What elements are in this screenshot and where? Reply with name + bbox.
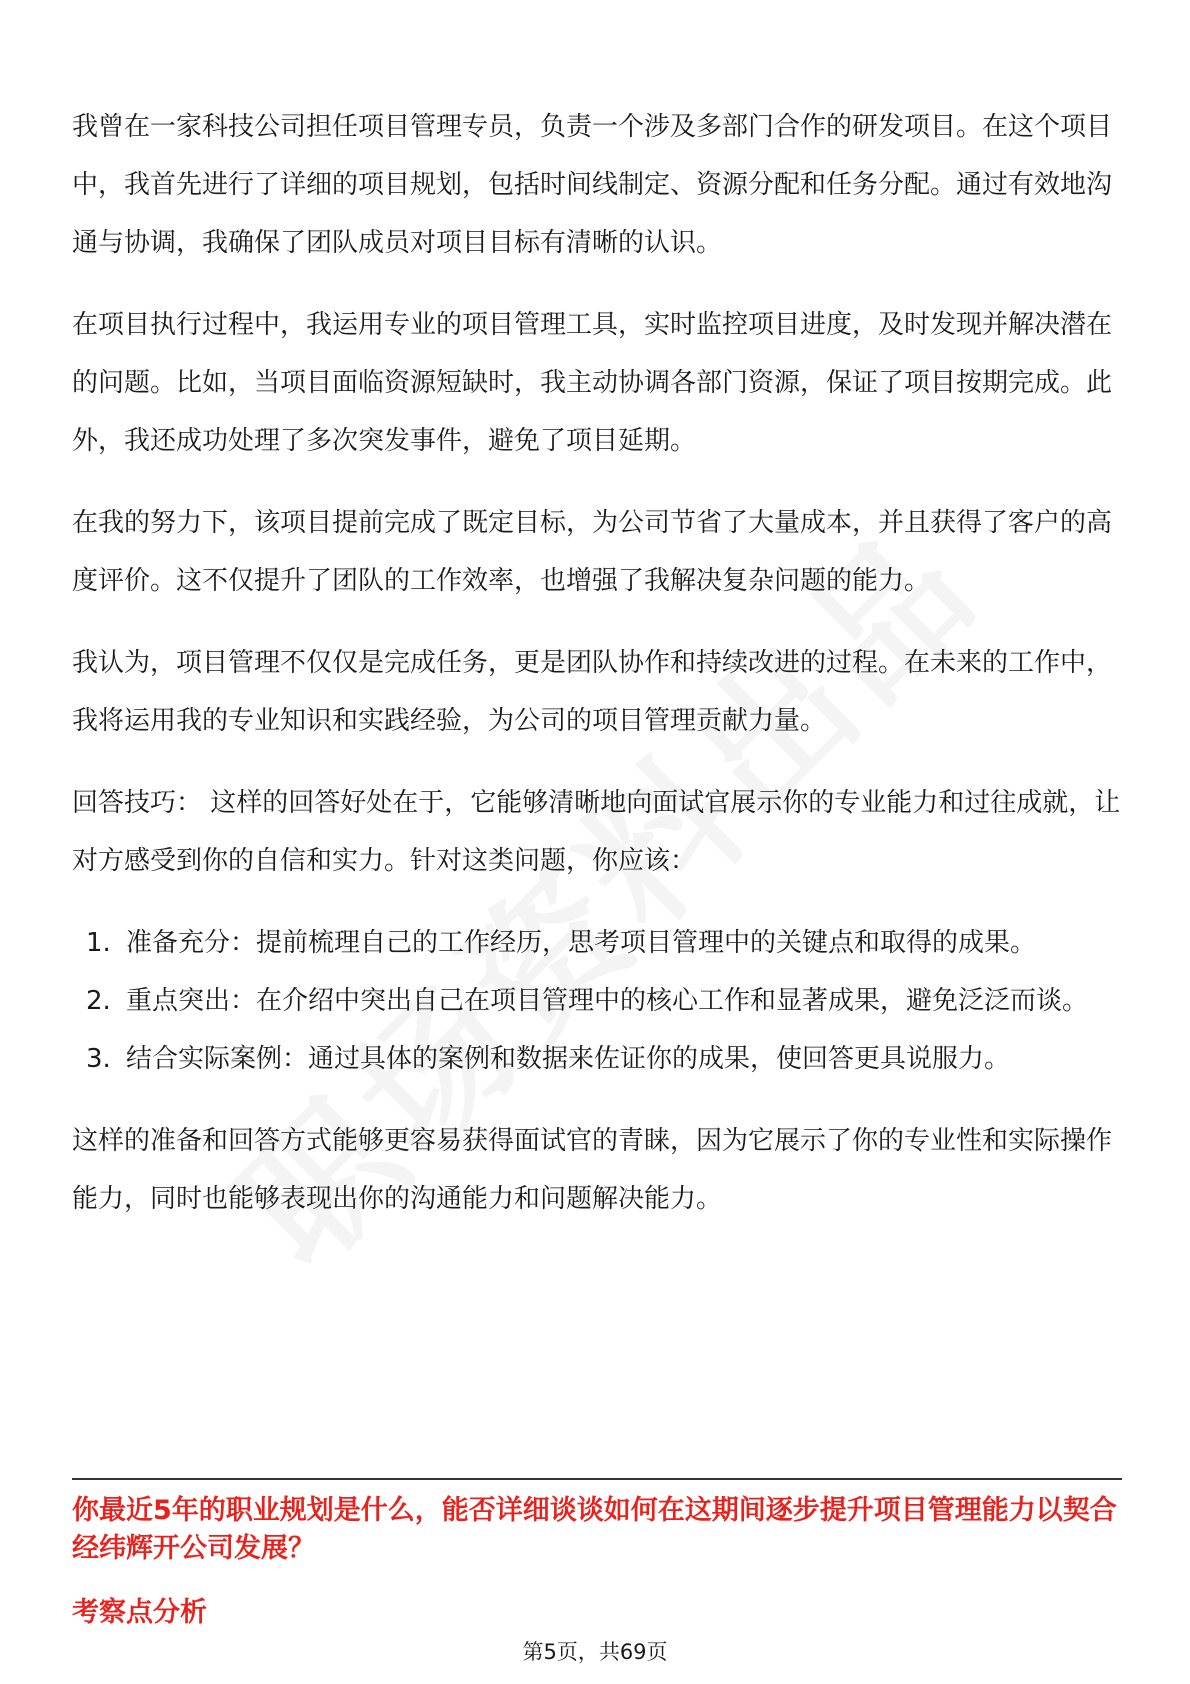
paragraph-reflection: 我认为，项目管理不仅仅是完成任务，更是团队协作和持续改进的过程。在未来的工作中，我将运用我的专业知识和实践经验，为公司的项目管理贡献力量。 [72, 648, 1113, 736]
paragraph-results: 在我的努力下，该项目提前完成了既定目标，为公司节省了大量成本，并且获得了客户的高度评价。这不仅提升了团队的工作效率，也增强了我解决复杂问题的能力。 [72, 508, 1113, 596]
list-item [72, 1030, 1122, 1088]
list-item-text: 重点突出：在介绍中突出自己在项目管理中的核心工作和显著成果，避免泛泛而谈。 [126, 986, 1089, 1016]
paragraph-project-role: 我曾在一家科技公司担任项目管理专员，负责一个涉及多部门合作的研发项目。在这个项目中，我首先进行了详细的项目规划，包括时间线制定、资源分配和任务分配。通过有效地沟通与协调，我确保了团队成员对项目目标有清晰的认识。 [72, 112, 1113, 258]
section-title: 考察点分析 [72, 1597, 207, 1628]
page-number-footer: 第5页，共69页 [522, 1640, 668, 1664]
tips-list [72, 914, 1122, 1088]
answer-body [72, 98, 1122, 1252]
paragraph-execution: 在项目执行过程中，我运用专业的项目管理工具，实时监控项目进度，及时发现并解决潜在的问题。比如，当项目面临资源短缺时，我主动协调各部门资源，保证了项目按期完成。此外，我还成功处理了多次突发事件，避免了项目延期。 [72, 310, 1113, 456]
list-item-number: 1. [86, 928, 111, 958]
list-item-number: 2. [86, 986, 111, 1016]
list-item [72, 972, 1122, 1030]
list-item-number: 3. [86, 1044, 111, 1074]
next-question-heading: 你最近5年的职业规划是什么，能否详细谈谈如何在这期间逐步提升项目管理能力以契合经纬辉开公司发展？ [72, 1495, 1117, 1564]
section-divider [72, 1478, 1122, 1480]
list-item-text: 准备充分：提前梳理自己的工作经历，思考项目管理中的关键点和取得的成果。 [126, 928, 1037, 958]
paragraph-closing: 这样的准备和回答方式能够更容易获得面试官的青睐，因为它展示了你的专业性和实际操作能力，同时也能够表现出你的沟通能力和问题解决能力。 [72, 1126, 1113, 1214]
paragraph-tips-intro: 回答技巧： 这样的回答好处在于，它能够清晰地向面试官展示你的专业能力和过往成就，让对方感受到你的自信和实力。针对这类问题，你应该： [72, 788, 1121, 876]
list-item [72, 914, 1122, 972]
list-item-text: 结合实际案例：通过具体的案例和数据来佐证你的成果，使回答更具说服力。 [126, 1044, 1011, 1074]
